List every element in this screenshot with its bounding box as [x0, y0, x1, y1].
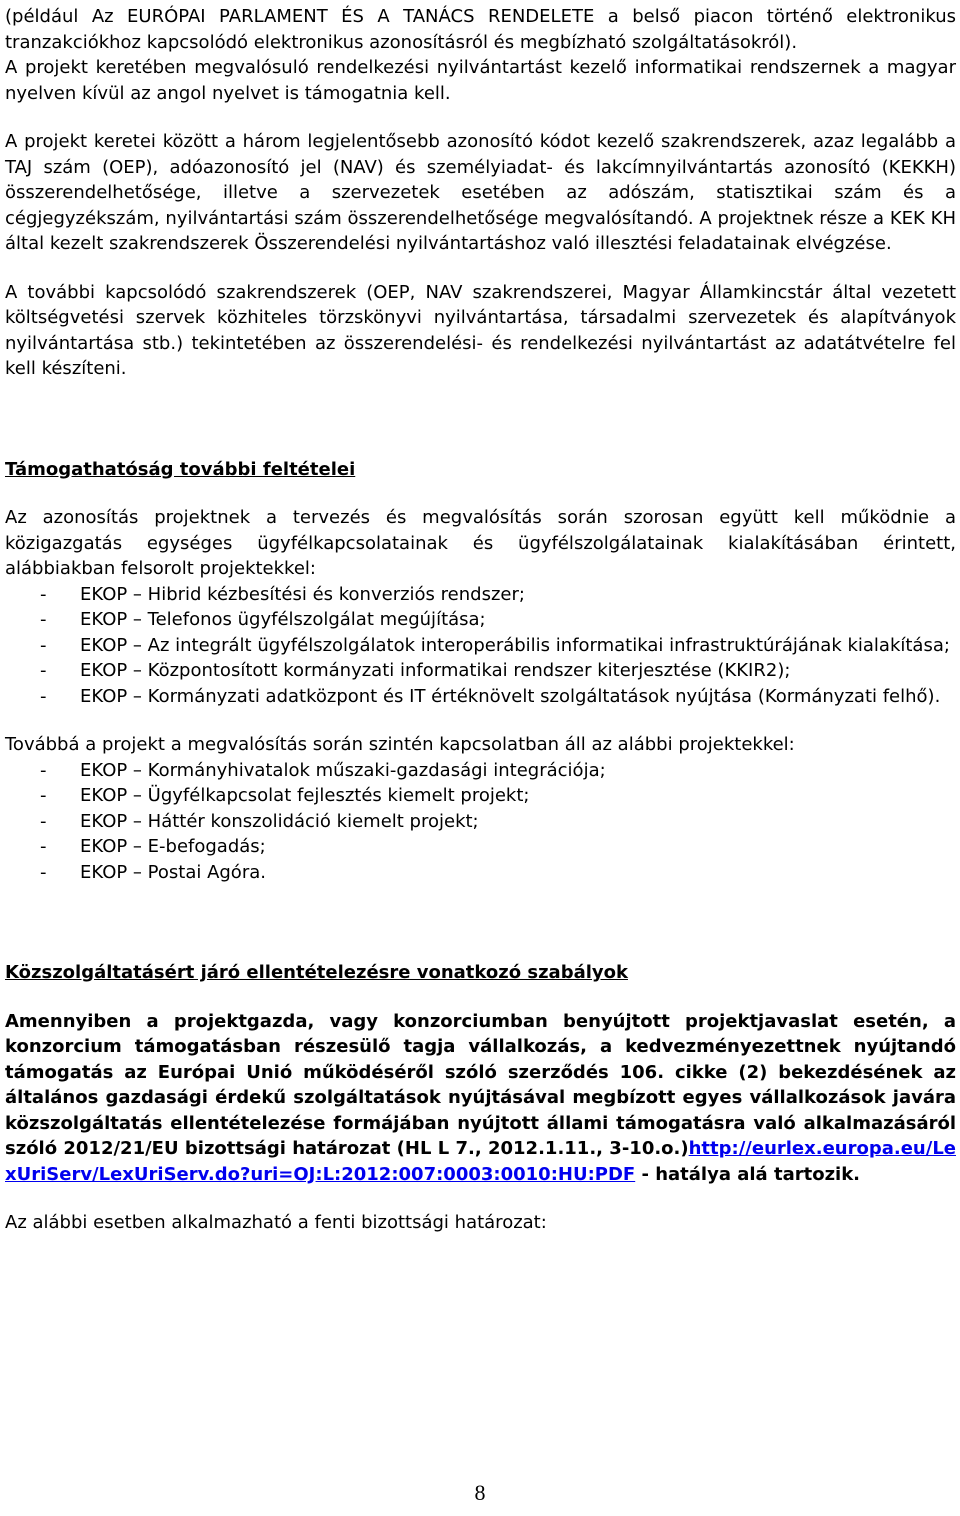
list-item: - EKOP – Telefonos ügyfélszolgálat megújítása; — [5, 607, 956, 633]
section-heading-public-service-compensation: Közszolgáltatásért járó ellentételezésre vonatkozó szabályok — [5, 962, 628, 983]
paragraph-related-systems: A további kapcsolódó szakrendszerek (OEP, NAV szakrendszerei, Magyar Államkincstár által vezetett költségvetési szervek közhiteles törzskönyvi nyilvántartása, társadalmi szervezetek és alapítványok nyilvántartása stb.) tekintetében az összerendelési- és rendelkezési nyilvántartást az adatátvételre fel kell készíteni. — [5, 281, 956, 379]
paragraph-language-support: A projekt keretében megvalósuló rendelkezési nyilvántartást kezelő informatikai rendszernek a magyar nyelven kívül az angol nyelvet is támogatnia kell. — [5, 57, 956, 104]
project-list-secondary — [5, 758, 956, 886]
paragraph-cooperation-intro: Az azonosítás projektnek a tervezés és megvalósítás során szorosan együtt kell működnie a közigazgatás egységes ügyfélkapcsolatainak és ügyfélszolgálatainak kialakításában érintett, alábbiakban felsorolt projektekkel: — [5, 507, 956, 579]
list-item: - EKOP – Háttér konszolidáció kiemelt projekt; — [5, 809, 956, 835]
list-item: - EKOP – Központosított kormányzati informatikai rendszer kiterjesztése (KKIR2); — [5, 658, 956, 684]
paragraph-state-aid-rules — [5, 1009, 956, 1188]
state-aid-tail: - hatálya alá tartozik. — [635, 1163, 861, 1185]
paragraph-applicable-cases: Az alábbi esetben alkalmazható a fenti bizottsági határozat: — [5, 1212, 547, 1233]
paragraph-further-projects-intro: Továbbá a projekt a megvalósítás során szintén kapcsolatban áll az alábbi projektekkel: — [5, 734, 795, 755]
page-number: 8 — [474, 1480, 486, 1505]
list-item: - EKOP – Hibrid kézbesítési és konverziós rendszer; — [5, 582, 956, 608]
list-item: - EKOP – Postai Agóra. — [5, 860, 956, 886]
state-aid-text: Amennyiben a projektgazda, vagy konzorciumban benyújtott projektjavaslat esetén, a konzorcium támogatásban részesülő tagja vállalkozás, a kedvezményezettnek nyújtandó támogatás az Európai Unió működéséről szóló szerződés 106. cikke (2) bekezdésének az általános gazdasági érdekű szolgáltatások nyújtásával megbízott egyes vállalkozások javára közszolgáltatás ellentételezése formájában nyújtott állami támogatásra való alkalmazásáról szóló 2012/21/EU bizottsági határozat (HL L 7., 2012.1.11., 3-10.o.) — [5, 1010, 956, 1159]
section-heading-eligibility: Támogathatóság további feltételei — [5, 458, 356, 480]
project-list-primary — [5, 582, 956, 710]
eurlex-link[interactable]: http://eurlex.europa.eu/LexUriServ/LexUriServ.do?uri=OJ:L:2012:007:0003:0010:HU:PDF — [5, 1138, 956, 1185]
list-item: - EKOP – Ügyfélkapcsolat fejlesztés kiemelt projekt; — [5, 783, 956, 809]
paragraph-eidas-reference: (például Az EURÓPAI PARLAMENT ÉS A TANÁCS RENDELETE a belső piacon történő elektronikus tranzakciókhoz kapcsolódó elektronikus azonosításról és megbízható szolgáltatásokról). — [5, 6, 956, 53]
list-item: - EKOP – Kormányhivatalok műszaki-gazdasági integrációja; — [5, 758, 956, 784]
list-item: - EKOP – Az integrált ügyfélszolgálatok interoperábilis informatikai infrastruktúrájának kialakítása; — [5, 633, 956, 659]
document-page — [5, 4, 956, 1236]
list-item: - EKOP – Kormányzati adatközpont és IT értéknövelt szolgáltatások nyújtása (Kormányzati felhő). — [5, 684, 956, 710]
list-item: - EKOP – E-befogadás; — [5, 834, 956, 860]
paragraph-identifier-systems: A projekt keretei között a három legjelentősebb azonosító kódot kezelő szakrendszerek, azaz legalább a TAJ szám (OEP), adóazonosító jel (NAV) és személyiadat- és lakcímnyilvántartás azonosító (KEKKH) összerendelhetősége, illetve a szervezetek esetében az adószám, statisztikai szám és a cégjegyzékszám, nyilvántartási szám összerendelhetősége megvalósítandó. A projektnek része a KEK KH által kezelt szakrendszerek Összerendelési nyilvántartáshoz való illesztési feladatainak elvégzése. — [5, 131, 956, 254]
